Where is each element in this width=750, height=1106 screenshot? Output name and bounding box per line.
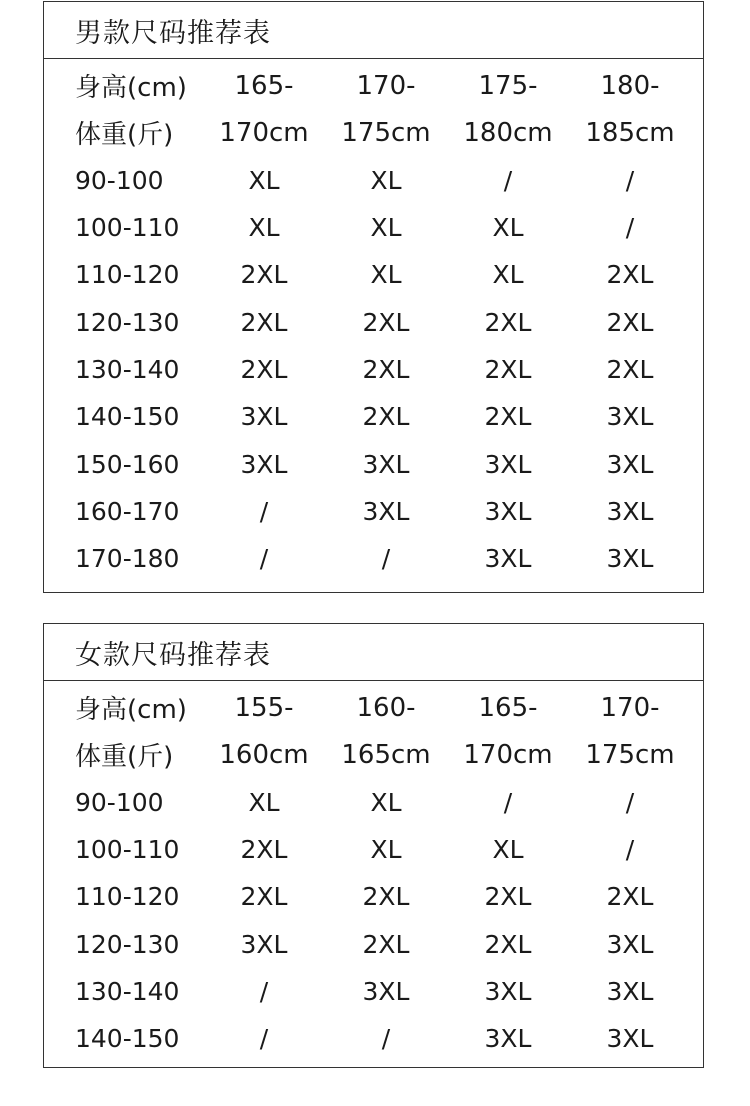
- size-cell: XL: [248, 787, 280, 817]
- men-height-bottom-2: 175cm: [341, 117, 431, 148]
- size-cell: 2XL: [606, 354, 654, 384]
- size-cell: /: [625, 835, 635, 865]
- size-cell: XL: [492, 213, 524, 243]
- size-cell: /: [259, 544, 269, 574]
- table-row: [44, 920, 703, 967]
- weight-range-cell: 170-180: [75, 544, 180, 574]
- table-row: [44, 968, 703, 1015]
- size-cell: 2XL: [606, 307, 654, 337]
- women-weight-label: 体重(斤): [75, 742, 174, 773]
- size-cell: /: [625, 165, 635, 195]
- men-height-bottom-3: 180cm: [463, 117, 553, 148]
- size-cell: 2XL: [362, 354, 410, 384]
- size-cell: 3XL: [606, 1024, 654, 1054]
- women-table-title: 女款尺码推荐表: [44, 624, 703, 681]
- weight-range-cell: 160-170: [75, 496, 180, 526]
- men-height-bottom-1: 170cm: [219, 117, 309, 148]
- men-size-table: [43, 1, 704, 593]
- size-cell: 3XL: [362, 449, 410, 479]
- table-row: [44, 298, 703, 345]
- table-row: [44, 346, 703, 393]
- size-cell: /: [625, 213, 635, 243]
- table-row: [44, 826, 703, 873]
- women-height-bottom-4: 175cm: [585, 739, 675, 770]
- table-row: [44, 251, 703, 298]
- size-cell: XL: [248, 213, 280, 243]
- women-table-body: [44, 779, 703, 1063]
- size-cell: 2XL: [484, 882, 532, 912]
- men-height-label: 身高(cm): [75, 73, 187, 104]
- size-cell: XL: [492, 835, 524, 865]
- size-cell: 3XL: [240, 402, 288, 432]
- size-cell: 2XL: [484, 402, 532, 432]
- table-row: [44, 873, 703, 920]
- weight-range-cell: 100-110: [75, 835, 180, 865]
- size-cell: 3XL: [606, 449, 654, 479]
- size-cell: 2XL: [362, 402, 410, 432]
- women-height-bottom-2: 165cm: [341, 739, 431, 770]
- size-cell: 3XL: [484, 544, 532, 574]
- size-cell: XL: [370, 835, 402, 865]
- size-cell: /: [259, 976, 269, 1006]
- size-cell: XL: [370, 260, 402, 290]
- weight-range-cell: 140-150: [75, 402, 180, 432]
- size-cell: 3XL: [606, 976, 654, 1006]
- size-cell: /: [503, 787, 513, 817]
- table-row: [44, 204, 703, 251]
- women-height-row: [44, 684, 703, 731]
- women-height-top-3: 165-: [478, 692, 538, 723]
- table-row: [44, 157, 703, 204]
- size-cell: XL: [370, 787, 402, 817]
- women-height-top-4: 170-: [600, 692, 660, 723]
- size-cell: 2XL: [240, 260, 288, 290]
- size-cell: 2XL: [240, 307, 288, 337]
- size-cell: 2XL: [240, 882, 288, 912]
- size-cell: 3XL: [362, 976, 410, 1006]
- size-cell: 3XL: [606, 929, 654, 959]
- weight-range-cell: 110-120: [75, 882, 180, 912]
- size-cell: XL: [248, 165, 280, 195]
- women-weight-row: [44, 731, 703, 778]
- table-row: [44, 779, 703, 826]
- size-cell: 3XL: [484, 449, 532, 479]
- size-cell: /: [259, 1024, 269, 1054]
- size-cell: /: [381, 544, 391, 574]
- size-cell: 2XL: [484, 354, 532, 384]
- women-height-label: 身高(cm): [75, 695, 187, 726]
- size-cell: 3XL: [606, 496, 654, 526]
- weight-range-cell: 90-100: [75, 165, 164, 195]
- women-height-top-2: 160-: [356, 692, 416, 723]
- women-height-top-1: 155-: [234, 692, 294, 723]
- size-cell: /: [381, 1024, 391, 1054]
- table-row: [44, 440, 703, 487]
- size-cell: /: [259, 496, 269, 526]
- men-height-top-1: 165-: [234, 70, 294, 101]
- size-cell: XL: [370, 165, 402, 195]
- size-cell: 3XL: [240, 929, 288, 959]
- weight-range-cell: 120-130: [75, 307, 180, 337]
- men-height-top-3: 175-: [478, 70, 538, 101]
- weight-range-cell: 130-140: [75, 354, 180, 384]
- table-row: [44, 1015, 703, 1062]
- size-cell: XL: [492, 260, 524, 290]
- women-height-bottom-3: 170cm: [463, 739, 553, 770]
- size-cell: 3XL: [484, 1024, 532, 1054]
- table-row: [44, 393, 703, 440]
- size-cell: 2XL: [606, 882, 654, 912]
- size-cell: 2XL: [484, 929, 532, 959]
- women-header: [44, 681, 703, 779]
- weight-range-cell: 100-110: [75, 213, 180, 243]
- table-row: [44, 535, 703, 582]
- size-cell: /: [625, 787, 635, 817]
- weight-range-cell: 120-130: [75, 929, 180, 959]
- size-cell: 2XL: [362, 929, 410, 959]
- men-header: [44, 59, 703, 157]
- size-cell: 3XL: [240, 449, 288, 479]
- size-cell: 3XL: [484, 496, 532, 526]
- weight-range-cell: 110-120: [75, 260, 180, 290]
- men-weight-label: 体重(斤): [75, 120, 174, 151]
- weight-range-cell: 150-160: [75, 449, 180, 479]
- men-height-row: [44, 62, 703, 109]
- women-size-table: [43, 623, 704, 1068]
- weight-range-cell: 130-140: [75, 976, 180, 1006]
- size-cell: 2XL: [362, 307, 410, 337]
- size-cell: 2XL: [240, 835, 288, 865]
- size-cell: 2XL: [484, 307, 532, 337]
- size-cell: 3XL: [484, 976, 532, 1006]
- men-height-bottom-4: 185cm: [585, 117, 675, 148]
- weight-range-cell: 90-100: [75, 787, 164, 817]
- weight-range-cell: 140-150: [75, 1024, 180, 1054]
- men-height-top-4: 180-: [600, 70, 660, 101]
- men-weight-row: [44, 109, 703, 156]
- table-row: [44, 488, 703, 535]
- men-table-body: [44, 157, 703, 583]
- men-height-top-2: 170-: [356, 70, 416, 101]
- size-cell: /: [503, 165, 513, 195]
- size-cell: 2XL: [606, 260, 654, 290]
- size-cell: 3XL: [606, 402, 654, 432]
- men-table-title: 男款尺码推荐表: [44, 2, 703, 59]
- women-height-bottom-1: 160cm: [219, 739, 309, 770]
- size-cell: 2XL: [362, 882, 410, 912]
- size-cell: 3XL: [362, 496, 410, 526]
- size-cell: 3XL: [606, 544, 654, 574]
- size-cell: 2XL: [240, 354, 288, 384]
- size-cell: XL: [370, 213, 402, 243]
